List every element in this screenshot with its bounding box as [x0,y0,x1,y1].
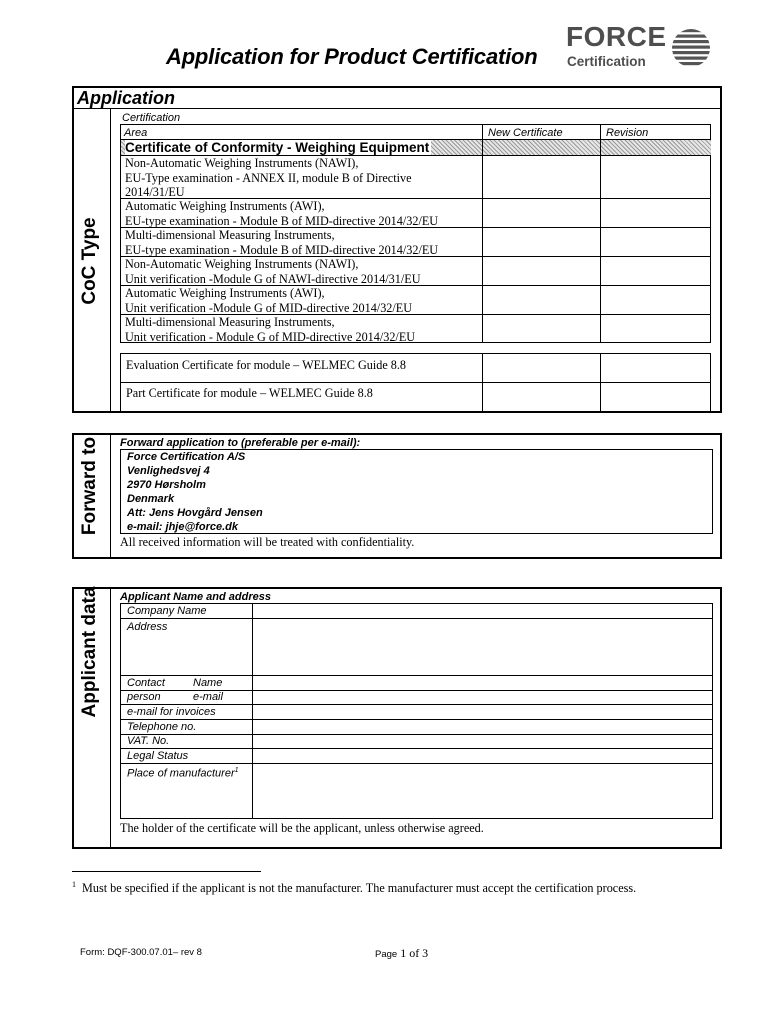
holder-note: The holder of the certificate will be the applicant, unless otherwise agreed. [120,821,484,835]
revision-cell-part[interactable] [601,383,710,411]
heading-shade-new [483,140,600,155]
revision-cell-awi-b[interactable] [601,199,710,227]
contact-email-input[interactable] [253,691,712,704]
footnote-text: Must be specified if the applicant is not the manufacturer. The manufacturer must accept the certification process. [82,881,637,896]
footnote-ref: 1 [234,767,239,774]
revision-column-header: Revision [606,127,649,139]
contact-email-label: e-mail [193,691,223,703]
applicant-data-side-label: Applicant data [79,586,100,718]
area-column-header: Area [124,127,148,139]
revision-cell-evaluation[interactable] [601,354,710,382]
revision-cell-nawi-b[interactable] [601,156,710,198]
welmec-evaluation-row: Evaluation Certificate for module – WELMEC Guide 8.8 [126,358,407,372]
contact-name-label: Name [193,677,223,689]
application-side-divider [110,109,111,412]
invoice-email-input[interactable] [253,705,712,719]
coc-row-nawi-module-b: Non-Automatic Weighing Instruments (NAWI), EU-Type examination - ANNEX II, module B of Directive 2014/31/EU [125,156,412,199]
forward-email-link[interactable]: e-mail: jhje@force.dk [127,521,238,533]
legal-status-input[interactable] [253,749,712,763]
company-name-label: Company Name [127,605,207,617]
new-certificate-cell-mdmi-g[interactable] [483,315,599,343]
new-certificate-column-header: New Certificate [488,127,563,139]
coc-row-nawi-module-g: Non-Automatic Weighing Instruments (NAWI), Unit verification -Module G of NAWI-directive 2014/31/EU [125,257,421,286]
logo-sub-text: Certification [567,54,646,69]
telephone-label: Telephone no. [127,721,197,733]
heading-shade-revision [601,140,711,155]
telephone-input[interactable] [253,720,712,734]
coc-row-awi-module-g: Automatic Weighing Instruments (AWI), Unit verification -Module G of MID-directive 2014/32/EU [125,286,413,315]
coc-row-mdmi-module-b: Multi-dimensional Measuring Instruments, EU-type examination - Module B of MID-directive 2014/32/EU [125,228,439,257]
forward-heading: Forward application to (preferable per e-mail): [120,437,361,449]
vat-label: VAT. No. [127,735,170,747]
person-label: person [127,691,161,703]
coc-row-mdmi-module-g: Multi-dimensional Measuring Instruments, Unit verification - Module G of MID-directive 2014/32/EU [125,315,416,344]
address-input[interactable] [253,619,712,675]
confidentiality-note: All received information will be treated with confidentiality. [120,535,415,549]
page-number: Page 1 of 3 [375,946,429,960]
applicant-heading: Applicant Name and address [120,591,271,603]
company-name-input[interactable] [253,604,712,618]
footnote-separator [72,871,261,872]
place-of-manufacturer-input[interactable] [253,764,712,818]
logo-main-text: FORCE [566,21,667,52]
new-certificate-cell-evaluation[interactable] [483,354,599,382]
coc-type-side-label: CoC Type [79,217,100,305]
revision-cell-mdmi-g[interactable] [601,315,710,343]
welmec-part-row: Part Certificate for module – WELMEC Guide 8.8 [126,386,373,400]
page-title: Application for Product Certification [166,44,538,69]
new-certificate-cell-nawi-b[interactable] [483,156,599,198]
application-title: Application [77,88,175,108]
legal-status-label: Legal Status [127,750,189,762]
new-certificate-cell-mdmi-b[interactable] [483,228,599,256]
footnote [72,878,636,896]
coc-heading: Certificate of Conformity - Weighing Equipment [125,140,430,155]
revision-cell-mdmi-b[interactable] [601,228,710,256]
contact-name-input[interactable] [253,676,712,690]
revision-cell-awi-g[interactable] [601,286,710,314]
new-certificate-cell-awi-g[interactable] [483,286,599,314]
new-certificate-cell-nawi-g[interactable] [483,257,599,285]
footnote-mark: 1 [72,880,76,889]
new-certificate-cell-awi-b[interactable] [483,199,599,227]
contact-label: Contact [127,677,165,689]
revision-cell-nawi-g[interactable] [601,257,710,285]
email-invoices-label: e-mail for invoices [127,706,216,718]
globe-icon [668,26,714,70]
certification-label: Certification [122,112,181,124]
address-label: Address [127,621,168,633]
vat-input[interactable] [253,735,712,748]
place-of-manufacturer-label: Place of manufacturer$^1$ [127,767,239,780]
new-certificate-cell-part[interactable] [483,383,599,411]
coc-row-awi-module-b: Automatic Weighing Instruments (AWI), EU-type examination - Module B of MID-directive 2014/32/EU [125,199,439,228]
forward-to-side-label: Forward to [79,436,100,536]
force-certification-logo [566,22,716,72]
form-id: Form: DQF-300.07.01– rev 8 [80,947,202,958]
forward-address: Force Certification A/S Venlighedsvej 4 2970 Hørsholm Denmark Att: Jens Hovgård Jensen e-mail: jhje@force.dk [127,451,263,533]
